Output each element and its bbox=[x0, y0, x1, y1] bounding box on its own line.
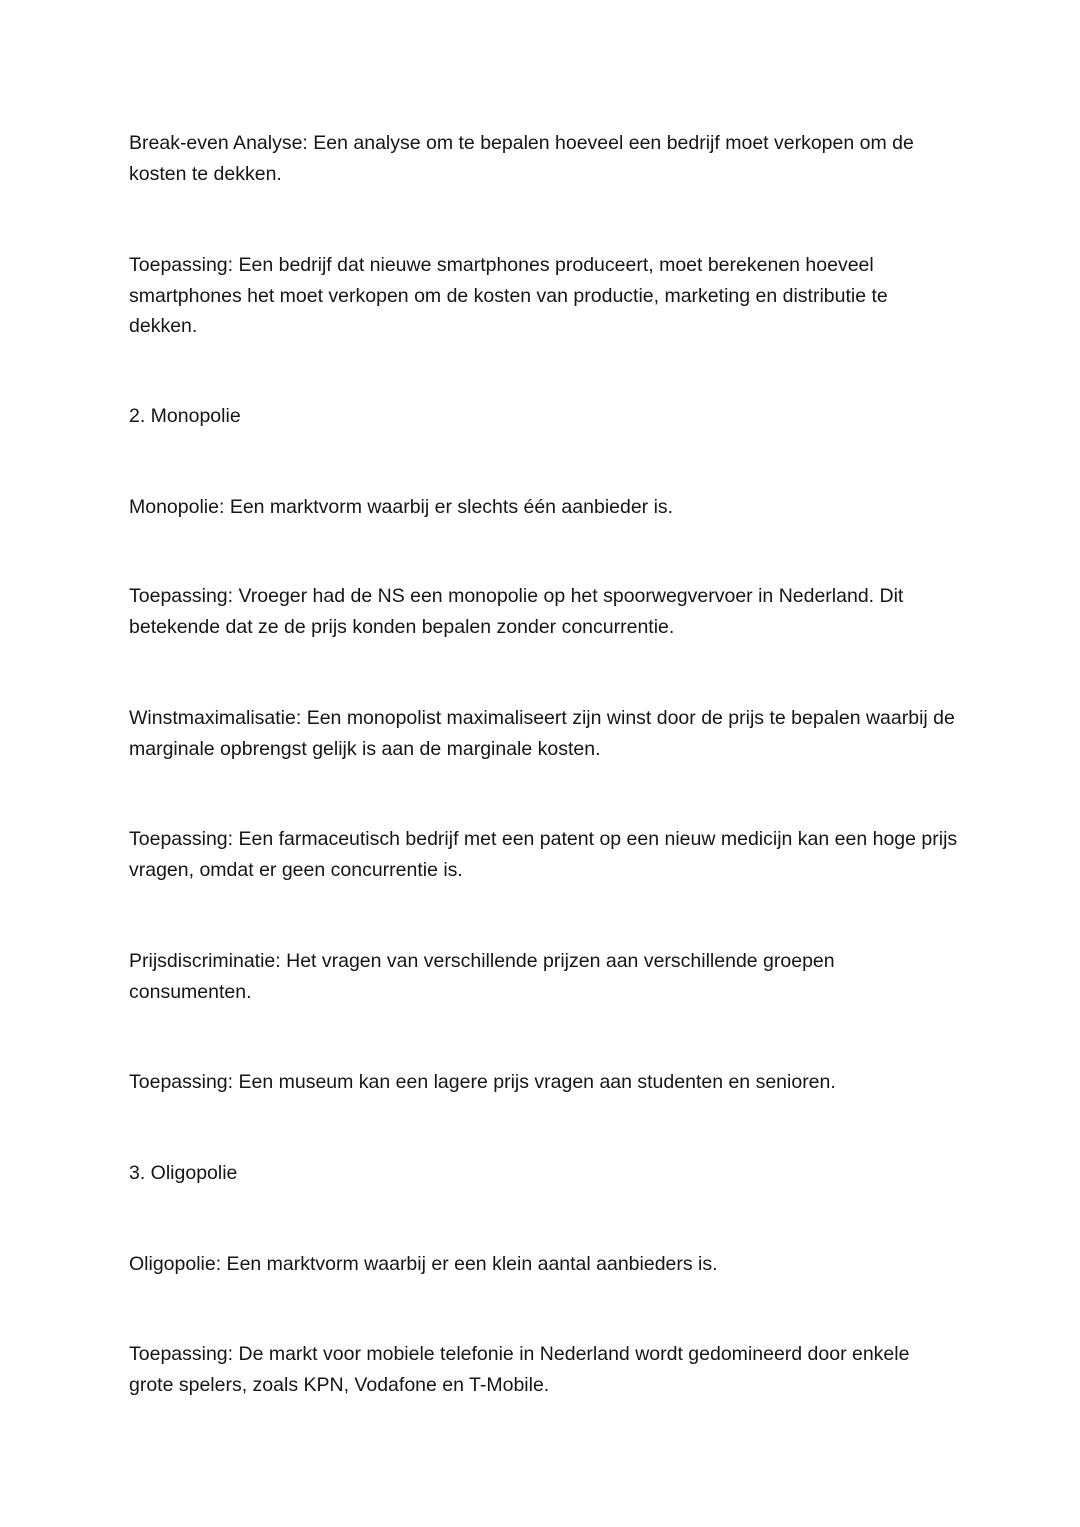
application-monopolie: Toepassing: Vroeger had de NS een monopolie op het spoorwegvervoer in Nederland. Dit betekende dat ze de prijs konden bepalen zonder concurrentie. bbox=[129, 585, 904, 638]
definition-monopolie: Monopolie: Een marktvorm waarbij er slechts één aanbieder is. bbox=[129, 496, 674, 518]
definition-break-even: Break-even Analyse: Een analyse om te bepalen hoeveel een bedrijf moet verkopen om de kosten te dekken. bbox=[129, 132, 914, 185]
definition-prijsdiscriminatie: Prijsdiscriminatie: Het vragen van verschillende prijzen aan verschillende groepen consumenten. bbox=[129, 950, 835, 1003]
application-break-even: Toepassing: Een bedrijf dat nieuwe smartphones produceert, moet berekenen hoeveel smartphones het moet verkopen om de kosten van productie, marketing en distributie te dekken. bbox=[129, 254, 888, 337]
application-oligopolie: Toepassing: De markt voor mobiele telefonie in Nederland wordt gedomineerd door enkele grote spelers, zoals KPN, Vodafone en T-Mobile. bbox=[129, 1343, 910, 1396]
section-heading-oligopolie: 3. Oligopolie bbox=[129, 1162, 238, 1184]
application-winstmaximalisatie: Toepassing: Een farmaceutisch bedrijf met een patent op een nieuw medicijn kan een hoge prijs vragen, omdat er geen concurrentie is. bbox=[129, 828, 958, 881]
application-prijsdiscriminatie: Toepassing: Een museum kan een lagere prijs vragen aan studenten en senioren. bbox=[129, 1071, 836, 1093]
section-heading-monopolie: 2. Monopolie bbox=[129, 405, 241, 427]
definition-winstmaximalisatie: Winstmaximalisatie: Een monopolist maximaliseert zijn winst door de prijs te bepalen waarbij de marginale opbrengst gelijk is aan de marginale kosten. bbox=[129, 707, 955, 760]
definition-oligopolie: Oligopolie: Een marktvorm waarbij er een klein aantal aanbieders is. bbox=[129, 1253, 718, 1275]
